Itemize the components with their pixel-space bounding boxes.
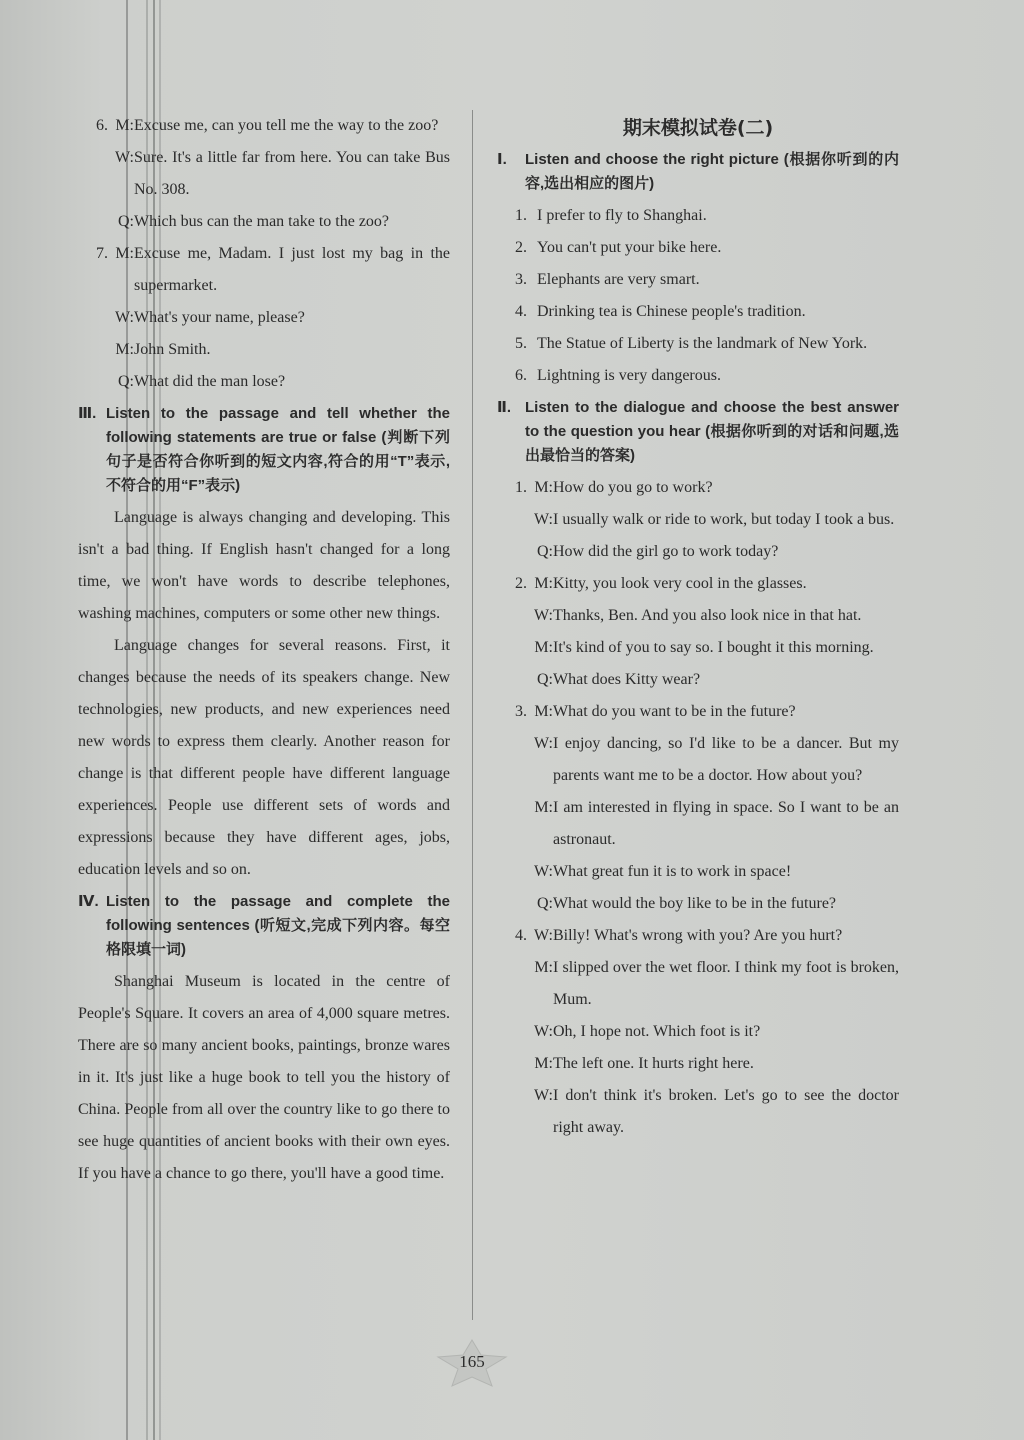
- dialogue-line: 3. M: What do you want to be in the future?: [515, 703, 796, 720]
- dialogue-line: Q: Which bus can the man take to the zoo?: [118, 213, 390, 230]
- section-3-heading: Ⅲ. Listen to the passage and tell whether the following statements are true or false (判断下列句子是否符合你听到的短文内容,符合的用“T”表示,不符合的用“F”表示): [78, 405, 450, 494]
- left-column: [78, 110, 450, 1190]
- dialogue-line: W: I enjoy dancing, so I'd like to be a dancer. But my parents want me to be a doctor. How about you?: [534, 735, 899, 784]
- passage-paragraph: Language is always changing and developing. This isn't a bad thing. If English hasn't changed for a long time, we won't have words to describe telephones, washing machines, computers or some other new things.: [78, 509, 450, 622]
- list-item: 3. Elephants are very smart.: [515, 271, 700, 288]
- dialogue-line: Q: What would the boy like to be in the future?: [537, 895, 837, 912]
- dialogue-4: [497, 920, 899, 1144]
- dialogue-7: [78, 238, 450, 398]
- dialogue-line: Q: What does Kitty wear?: [537, 671, 701, 688]
- right-column: [497, 112, 899, 1144]
- dialogue-line: Q: What did the man lose?: [118, 373, 286, 390]
- list-item: 5. The Statue of Liberty is the landmark of New York.: [515, 335, 868, 352]
- dialogue-line: M: I am interested in flying in space. So I want to be an astronaut.: [534, 799, 899, 848]
- dialogue-3: [497, 696, 899, 920]
- list-item: 6. Lightning is very dangerous.: [515, 367, 721, 384]
- dialogue-line: W: Sure. It's a little far from here. You can take Bus No. 308.: [115, 149, 450, 198]
- dialogue-line: Q: How did the girl go to work today?: [537, 543, 779, 560]
- list-item: 4. Drinking tea is Chinese people's tradition.: [515, 303, 806, 320]
- list-item: 1. I prefer to fly to Shanghai.: [515, 207, 707, 224]
- dialogue-line: 1. M: How do you go to work?: [515, 479, 713, 496]
- section-1-items: [497, 200, 899, 392]
- dialogue-line: 6. M: Excuse me, can you tell me the way to the zoo?: [96, 117, 439, 134]
- dialogue-1: [497, 472, 899, 568]
- dialogue-line: M: It's kind of you to say so. I bought it this morning.: [534, 639, 874, 656]
- section-4-heading: Ⅳ. Listen to the passage and complete the following sentences (听短文,完成下列内容。每空格限填一词): [78, 893, 450, 958]
- dialogue-line: 4. W: Billy! What's wrong with you? Are you hurt?: [515, 927, 843, 944]
- dialogue-line: W: I usually walk or ride to work, but today I took a bus.: [534, 511, 895, 528]
- section-2-heading: Ⅱ. Listen to the dialogue and choose the best answer to the question you hear (根据你听到的对话和问题,选出最恰当的答案): [497, 399, 899, 464]
- dialogue-line: 7. M: Excuse me, Madam. I just lost my bag in the supermarket.: [96, 245, 450, 294]
- dialogue-line: W: Oh, I hope not. Which foot is it?: [534, 1023, 761, 1040]
- dialogue-line: W: What's your name, please?: [115, 309, 305, 326]
- dialogue-line: W: I don't think it's broken. Let's go to see the doctor right away.: [534, 1087, 899, 1136]
- exam-title: 期末模拟试卷(二): [622, 117, 774, 139]
- passage-paragraph: Language changes for several reasons. First, it changes because the needs of its speakers change. New technologies, new products, and new experiences need new words to express them clearly. Another reason for change is that different people have different language experiences. People use different sets of words and expressions because they have different ages, jobs, education levels and so on.: [78, 637, 450, 878]
- dialogue-line: W: What great fun it is to work in space!: [534, 863, 792, 880]
- dialogue-line: 2. M: Kitty, you look very cool in the glasses.: [515, 575, 807, 592]
- dialogue-line: M: The left one. It hurts right here.: [534, 1055, 754, 1072]
- dialogue-line: M: John Smith.: [115, 341, 211, 358]
- dialogue-2: [497, 568, 899, 696]
- column-divider: [472, 110, 473, 1320]
- page-number-badge: [432, 1338, 512, 1388]
- list-item: 2. You can't put your bike here.: [515, 239, 722, 256]
- dialogue-line: W: Thanks, Ben. And you also look nice in that hat.: [534, 607, 862, 624]
- passage-paragraph: Shanghai Museum is located in the centre of People's Square. It covers an area of 4,000 square metres. There are so many ancient books, paintings, bronze wares in it. It's just like a huge book to tell you the history of China. People from all over the country like to go there to see huge quantities of ancient books with their own eyes. If you have a chance to go there, you'll have a good time.: [78, 973, 450, 1182]
- page-number: 165: [459, 1352, 485, 1371]
- dialogue-line: M: I slipped over the wet floor. I think my foot is broken, Mum.: [534, 959, 899, 1008]
- dialogue-6: [78, 110, 450, 238]
- section-1-heading: Ⅰ. Listen and choose the right picture (根据你听到的内容,选出相应的图片): [497, 151, 899, 192]
